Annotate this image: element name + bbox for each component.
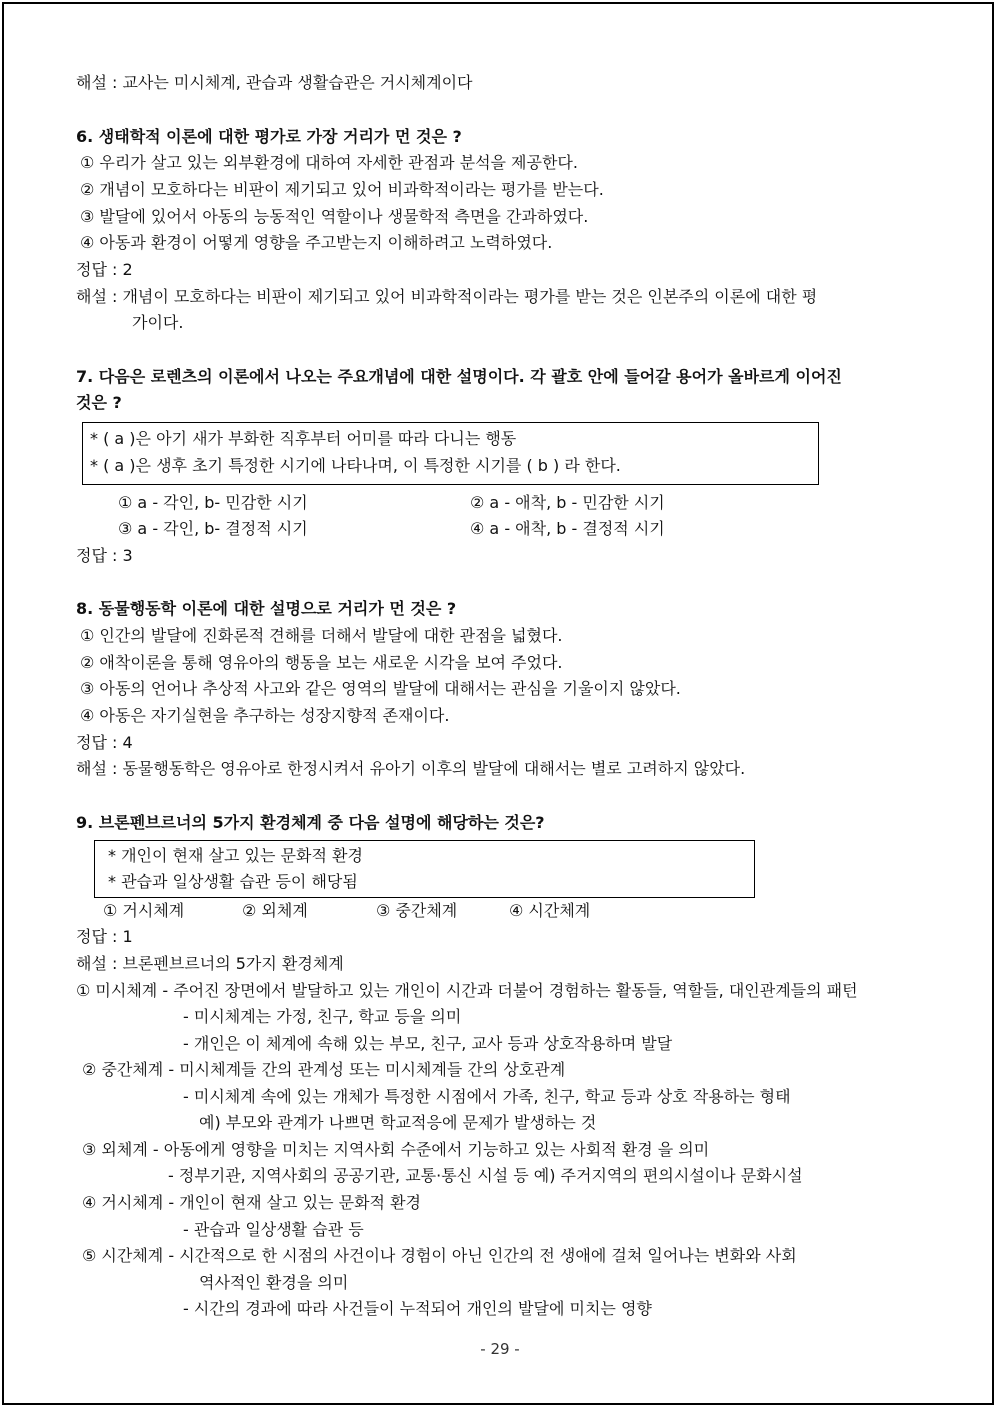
q9-option-3: ③ 중간체계: [376, 901, 458, 920]
q5-explanation: 해설 : 교사는 미시체계, 관습과 생활습관은 거시체계이다: [76, 73, 473, 92]
exosystem-line-2: - 정부기관, 지역사회의 공공기관, 교통·통신 시설 등 예) 주거지역의 편의시설이나 문화시설: [168, 1166, 803, 1185]
q6-explanation-line-1: 해설 : 개념이 모호하다는 비판이 제기되고 있어 비과학적이라는 평가를 받는 것은 인본주의 이론에 대한 평: [76, 287, 818, 306]
q8-option-2: ② 애착이론을 통해 영유아의 행동을 보는 새로운 시각을 보여 주었다.: [80, 653, 563, 672]
q8-option-4: ④ 아동은 자기실현을 추구하는 성장지향적 존재이다.: [80, 706, 450, 725]
q9-option-1: ① 거시체계: [103, 901, 185, 920]
q8-answer: 정답 : 4: [76, 733, 133, 752]
q6-explanation-line-2: 가이다.: [132, 313, 184, 332]
q7-answer: 정답 : 3: [76, 546, 133, 565]
q8-option-1: ① 인간의 발달에 진화론적 견해를 더해서 발달에 대한 관점을 넓혔다.: [80, 626, 563, 645]
mesosystem-line-2: - 미시체계 속에 있는 개체가 특정한 시점에서 가족, 친구, 학교 등과 상호 작용하는 형태: [183, 1087, 791, 1106]
macrosystem-line-1: ④ 거시체계 - 개인이 현재 살고 있는 문화적 환경: [82, 1193, 422, 1212]
q6-option-4: ④ 아동과 환경이 어떻게 영향을 주고받는지 이해하려고 노력하였다.: [80, 233, 553, 252]
mesosystem-line-1: ② 중간체계 - 미시체계들 간의 관계성 또는 미시체계들 간의 상호관계: [82, 1060, 566, 1079]
q7-option-1: ① a - 각인, b- 민감한 시기: [118, 493, 308, 512]
q9-box-line-2: * 관습과 일상생활 습관 등이 해당됨: [108, 872, 358, 891]
q7-option-3: ③ a - 각인, b- 결정적 시기: [118, 519, 308, 538]
q6-option-3: ③ 발달에 있어서 아동의 능동적인 역할이나 생물학적 측면을 간과하였다.: [80, 207, 589, 226]
macrosystem-line-2: - 관습과 일상생활 습관 등: [183, 1220, 364, 1239]
q6-answer: 정답 : 2: [76, 260, 133, 279]
q8-question: 8. 동물행동학 이론에 대한 설명으로 거리가 먼 것은 ?: [76, 599, 457, 618]
q7-question-line-2: 것은 ?: [76, 393, 122, 412]
microsystem-line-2: - 미시체계는 가정, 친구, 학교 등을 의미: [183, 1007, 462, 1026]
q7-box-line-1: * ( a )은 아기 새가 부화한 직후부터 어미를 따라 다니는 행동: [90, 429, 517, 448]
q7-option-4: ④ a - 애착, b - 결정적 시기: [470, 519, 665, 538]
q6-option-2: ② 개념이 모호하다는 비판이 제기되고 있어 비과학적이라는 평가를 받는다.: [80, 180, 604, 199]
microsystem-line-1: ① 미시체계 - 주어진 장면에서 발달하고 있는 개인이 시간과 더불어 경험하는 활동들, 역할들, 대인관계들의 패턴: [76, 981, 858, 1000]
chronosystem-line-3: - 시간의 경과에 따라 사건들이 누적되어 개인의 발달에 미치는 영향: [183, 1299, 652, 1318]
q9-option-4: ④ 시간체계: [509, 901, 591, 920]
q9-question: 9. 브론펜브르너의 5가지 환경체계 중 다음 설명에 해당하는 것은?: [76, 813, 545, 832]
q9-explanation-title: 해설 : 브론펜브르너의 5가지 환경체계: [76, 954, 344, 973]
page-number: - 29 -: [480, 1340, 520, 1358]
chronosystem-line-1: ⑤ 시간체계 - 시간적으로 한 시점의 사건이나 경험이 아닌 인간의 전 생애에 걸쳐 일어나는 변화와 사회: [82, 1246, 797, 1265]
q7-question-line-1: 7. 다음은 로렌츠의 이론에서 나오는 주요개념에 대한 설명이다. 각 괄호 안에 들어갈 용어가 올바르게 이어진: [76, 367, 842, 386]
q9-answer: 정답 : 1: [76, 927, 133, 946]
q9-option-2: ② 외체계: [242, 901, 308, 920]
exosystem-line-1: ③ 외체계 - 아동에게 영향을 미치는 지역사회 수준에서 기능하고 있는 사회적 환경 을 의미: [82, 1140, 710, 1159]
q8-explanation: 해설 : 동물행동학은 영유아로 한정시켜서 유아기 이후의 발달에 대해서는 별로 고려하지 않았다.: [76, 759, 746, 778]
q6-question: 6. 생태학적 이론에 대한 평가로 가장 거리가 먼 것은 ?: [76, 127, 462, 146]
q7-option-2: ② a - 애착, b - 민감한 시기: [470, 493, 665, 512]
microsystem-line-3: - 개인은 이 체계에 속해 있는 부모, 친구, 교사 등과 상호작용하며 발달: [183, 1034, 673, 1053]
mesosystem-line-3: 예) 부모와 관계가 나쁘면 학교적응에 문제가 발생하는 것: [199, 1113, 597, 1132]
chronosystem-line-2: 역사적인 환경을 의미: [199, 1273, 349, 1292]
q6-option-1: ① 우리가 살고 있는 외부환경에 대하여 자세한 관점과 분석을 제공한다.: [80, 153, 578, 172]
q9-box-line-1: * 개인이 현재 살고 있는 문화적 환경: [108, 846, 363, 865]
q7-box-line-2: * ( a )은 생후 초기 특정한 시기에 나타나며, 이 특정한 시기를 ( b ) 라 한다.: [90, 456, 621, 475]
q8-option-3: ③ 아동의 언어나 추상적 사고와 같은 영역의 발달에 대해서는 관심을 기울이지 않았다.: [80, 679, 681, 698]
